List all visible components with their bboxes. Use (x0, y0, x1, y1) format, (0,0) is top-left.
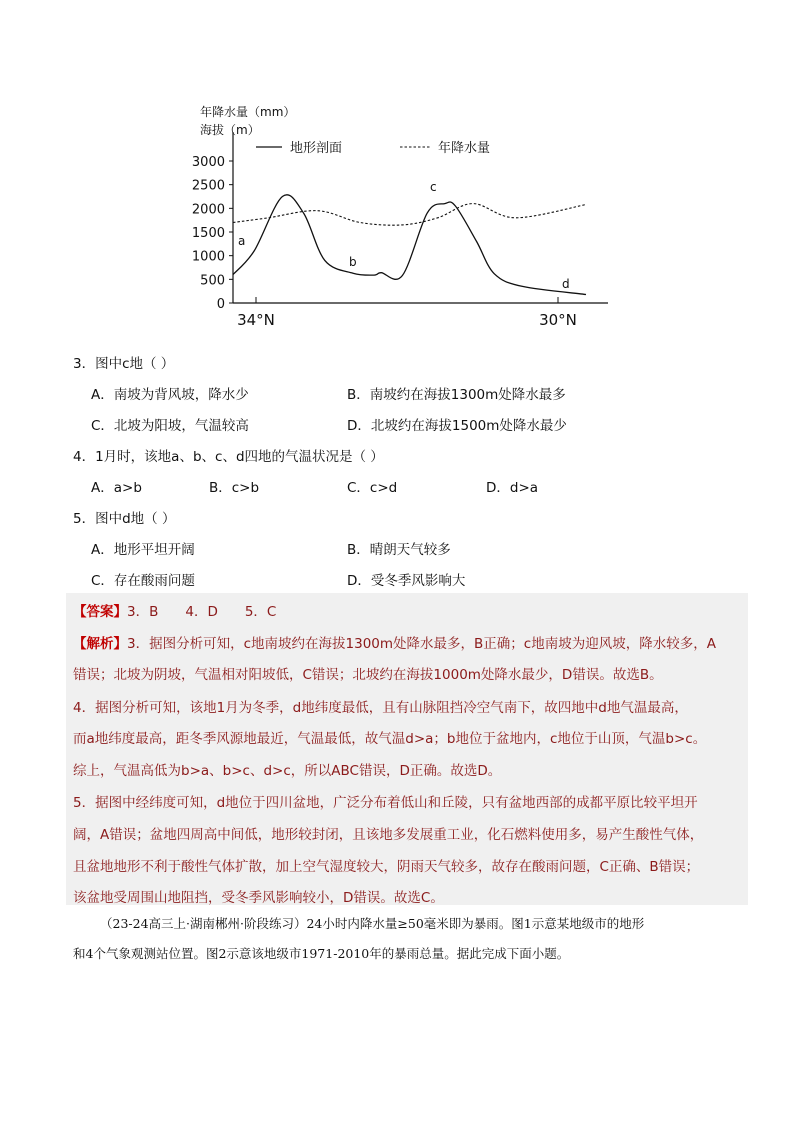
precipitation-line (233, 204, 586, 226)
analysis-line-2: 错误；北坡为阴坡，气温相对阳坡低，C错误；北坡约在海拔1000m处降水最少，D错误。故选B。 (73, 667, 663, 683)
legend-terrain: 地形剖面 (290, 141, 343, 156)
q5-option-b: B．晴朗天气较多 (347, 542, 451, 558)
point-label-a: a (238, 234, 246, 248)
answer-text: 3．B 4．D 5．C (127, 604, 277, 620)
analysis-line-3: 4．据图分析可知，该地1月为冬季，d地纬度最低，且有山脉阻挡冷空气南下，故四地中d地气温最高， (73, 700, 688, 716)
analysis-line-6: 5．据图中经纬度可知，d地位于四川盆地，广泛分布着低山和丘陵，只有盆地西部的成都平原比较平坦开 (73, 795, 698, 811)
terrain-precipitation-chart (186, 98, 616, 334)
legend-precipitation: 年降水量 (438, 141, 491, 156)
answer-line (73, 600, 276, 620)
q3-option-c: C．北坡为阳坡，气温较高 (91, 418, 249, 434)
y-tick-label: 1500 (191, 226, 225, 241)
q4-option-c: C．c>d (347, 480, 398, 496)
point-label-d: d (562, 277, 570, 291)
chart-svg (186, 98, 616, 334)
analysis-line-8: 且盆地地形不利于酸性气体扩散，加上空气湿度较大，阴雨天气较多，故存在酸雨问题，C正确、B错误； (73, 859, 700, 875)
q5-option-c: C．存在酸雨问题 (91, 573, 195, 589)
point-label-b: b (349, 255, 357, 269)
point-label-c: c (430, 180, 437, 194)
y-tick-label: 3000 (191, 155, 225, 170)
ylabel-bottom: 海拔（m） (200, 123, 260, 137)
next-question-intro-line-1: （23-24高三上·湖南郴州·阶段练习）24小时内降水量≥50毫米即为暴雨。图1示意某地级市的地形 (100, 916, 645, 931)
next-question-intro-line-2: 和4个气象观测站位置。图2示意该地级市1971-2010年的暴雨总量。据此完成下面小题。 (73, 946, 570, 961)
x-tick-label: 34°N (237, 311, 275, 329)
ylabel-top: 年降水量（mm） (200, 105, 296, 119)
y-tick-label: 500 (200, 273, 225, 289)
q3-option-a: A．南坡为背风坡，降水少 (91, 387, 249, 403)
x-tick-label: 30°N (539, 311, 577, 329)
answer-tag: 【答案】 (73, 604, 127, 620)
y-tick-label: 1000 (191, 249, 225, 265)
q3-option-d: D．北坡约在海拔1500m处降水最少 (347, 418, 567, 434)
question-3-stem: 3．图中c地（ ） (73, 356, 175, 372)
y-tick-label: 0 (216, 297, 225, 312)
q3-option-b: B．南坡约在海拔1300m处降水最多 (347, 387, 566, 403)
analysis-line-7: 阔，A错误；盆地四周高中间低，地形较封闭，且该地多发展重工业，化石燃料使用多，易产生酸性气体， (73, 827, 704, 843)
q5-option-a: A．地形平坦开阔 (91, 542, 195, 558)
analysis-line-9: 该盆地受周围山地阻挡，受冬季风影响较小，D错误。故选C。 (73, 890, 444, 906)
y-tick-label: 2000 (191, 202, 225, 218)
q4-option-b: B．c>b (209, 480, 260, 496)
terrain-profile-line (233, 195, 586, 295)
analysis-tag: 【解析】 (73, 636, 127, 652)
q5-option-d: D．受冬季风影响大 (347, 573, 466, 589)
q4-option-d: D．d>a (486, 480, 539, 496)
analysis-line-4: 而a地纬度最高，距冬季风源地最近，气温最低，故气温d>a；b地位于盆地内，c地位于山顶，气温b>c。 (73, 731, 707, 747)
y-tick-label: 2500 (191, 178, 225, 194)
question-4-stem: 4．1月时，该地a、b、c、d四地的气温状况是（ ） (73, 449, 384, 465)
analysis-line-5: 综上，气温高低为b>a、b>c、d>c，所以ABC错误，D正确。故选D。 (73, 763, 502, 779)
analysis-line-1: 【解析】3．据图分析可知，c地南坡约在海拔1300m处降水最多，B正确；c地南坡为迎风坡，降水较多，A (73, 636, 716, 652)
q4-option-a: A．a>b (91, 480, 142, 496)
question-5-stem: 5．图中d地（ ） (73, 511, 176, 527)
